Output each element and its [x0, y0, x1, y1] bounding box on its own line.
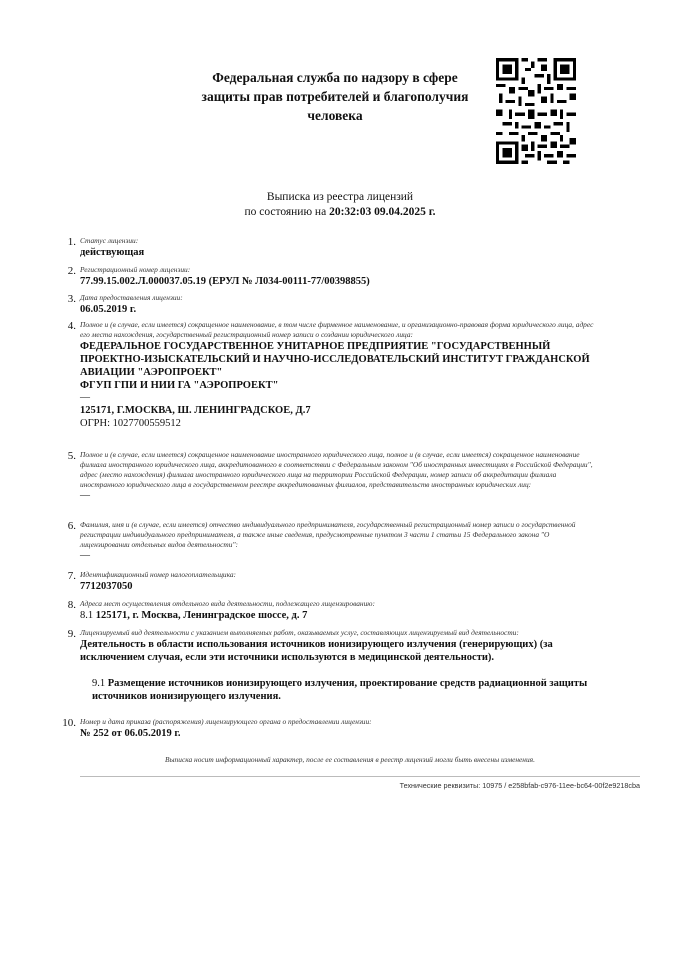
- item-label: Дата предоставления лицензии:: [80, 293, 183, 302]
- extract-date-prefix: по состоянию на: [244, 206, 327, 218]
- item-8: [67, 599, 600, 622]
- item-label: Регистрационный номер лицензии:: [80, 265, 191, 274]
- item-6: [67, 520, 600, 562]
- item-10: [62, 717, 600, 740]
- license-number: 77.99.15.002.Л.000037.05.19 (ЕРУЛ № Л034-00111-77/00398855): [80, 276, 370, 287]
- tech-value: 10975 / e258bfab-c976-11ee-bc64-00f2e9218cba: [482, 781, 640, 790]
- item-number: 4.: [67, 320, 76, 332]
- extract-title: Выписка из реестра лицензий: [266, 191, 414, 203]
- extract-date-value: 20:32:03 09.04.2025 г.: [329, 206, 436, 218]
- activity-type: Деятельность в области использования источников ионизирующего излучения (генерирующих) (за исключением случая, если эти источники используются в медицинской деятельности).: [80, 639, 553, 663]
- item-number: 10.: [62, 717, 76, 729]
- item-number: 8.: [67, 599, 76, 611]
- item-3: [67, 293, 600, 316]
- item-label: Идентификационный номер налогоплательщика:: [80, 570, 237, 579]
- tech-label: Технические реквизиты:: [399, 781, 481, 790]
- item-label: Фамилия, имя и (в случае, если имеется) отчество индивидуального предпринимателя, государственный регистрационный номер записи о государственной регистрации индивидуального предпринимателя, а также иные сведения, предусмотренные пунктом 3 части 1 статьи 15 Федерального закона "О лицензировании отдельных видов деятельности":: [80, 520, 576, 549]
- item-number: 7.: [67, 570, 76, 582]
- item-5: [67, 450, 600, 502]
- item-1: [67, 236, 600, 259]
- item-number: 2.: [67, 265, 76, 277]
- technical-details: [350, 781, 640, 790]
- empty-dash: —: [80, 490, 90, 501]
- item-label: Статус лицензии:: [80, 236, 139, 245]
- item-label: Лицензируемый вид деятельности с указанием выполняемых работ, оказываемых услуг, составляющих лицензируемый вид деятельности:: [80, 628, 519, 637]
- disclaimer-note: Выписка носит информационный характер, после ее составления в реестр лицензий могли быть внесены изменения.: [165, 755, 535, 764]
- item-label: Номер и дата приказа (распоряжения) лицензирующего органа о предоставлении лицензии:: [80, 717, 372, 726]
- org-short-name: ФГУП ГПИ И НИИ ГА "АЭРОПРОЕКТ": [80, 380, 279, 391]
- item-label: Полное и (в случае, если имеется) сокращенное наименование, в том числе фирменное наименование, и организационно-правовая форма юридического лица, адрес его места нахождения, государственный регистрационный номер записи о создании юридического лица:: [80, 320, 594, 339]
- inn-value: 7712037050: [80, 581, 133, 592]
- org-ogrn: ОГРН: 1027700559512: [80, 418, 181, 429]
- item-4: [67, 320, 600, 430]
- item-label: Адреса мест осуществления отдельного вида деятельности, подлежащего лицензированию:: [80, 599, 375, 608]
- item-2: [67, 265, 600, 288]
- item-label: Полное и (в случае, если имеется) сокращенное наименование иностранного юридического лица, полное и (в случае, если имеется) сокращенное наименование филиала иностранного юридического лица, аккредитованного в соответствии с Федеральным законом "Об иностранных инвестициях в Российской Федерации", адрес (место нахождения) филиала иностранного юридического лица на территории Российской Федерации, номер записи об аккредитации филиала иностранного юридического лица в государственном реестре аккредитованных филиалов, представительств иностранных юридических лиц:: [80, 450, 593, 489]
- item-7: [67, 570, 600, 593]
- license-status: действующая: [80, 247, 145, 258]
- empty-dash: —: [80, 550, 90, 561]
- empty-dash: —: [80, 392, 90, 403]
- org-full-name: ФЕДЕРАЛЬНОЕ ГОСУДАРСТВЕННОЕ УНИТАРНОЕ ПРЕДПРИЯТИЕ "ГОСУДАРСТВЕННЫЙ ПРОЕКТНО-ИЗЫСКАТЕЛЬСКИЙ И НАУЧНО-ИССЛЕДОВАТЕЛЬСКИЙ ИНСТИТУТ ГРАЖДАНСКОЙ АВИАЦИИ "АЭРОПРОЕКТ": [80, 341, 590, 378]
- item-number: 1.: [67, 236, 76, 248]
- extract-heading: [190, 190, 490, 220]
- item-number: 5.: [67, 450, 76, 462]
- qr-code-icon: [496, 58, 576, 164]
- extract-date-line: [190, 205, 490, 220]
- license-date: 06.05.2019 г.: [80, 304, 137, 315]
- org-address: 125171, Г.МОСКВА, Ш. ЛЕНИНГРАДСКОЕ, Д.7: [80, 405, 311, 416]
- address-prefix: 8.1: [80, 610, 94, 621]
- divider: [80, 776, 640, 777]
- address-value: 125171, г. Москва, Ленинградское шоссе, д. 7: [95, 610, 308, 621]
- authority-title: Федеральная служба по надзору в сфере защиты прав потребителей и благополучия человека: [201, 70, 469, 123]
- item-number: 3.: [67, 293, 76, 305]
- order-number: № 252 от 06.05.2019 г.: [80, 728, 181, 739]
- activity-subitem: [80, 677, 600, 703]
- activity-address: [80, 609, 600, 622]
- item-number: 6.: [67, 520, 76, 532]
- subitem-value: Размещение источников ионизирующего излучения, проектирование средств радиационной защиты источников ионизирующего излучения.: [92, 678, 588, 702]
- item-number: 9.: [67, 628, 76, 640]
- subitem-prefix: 9.1: [92, 678, 106, 689]
- item-9: [67, 628, 600, 703]
